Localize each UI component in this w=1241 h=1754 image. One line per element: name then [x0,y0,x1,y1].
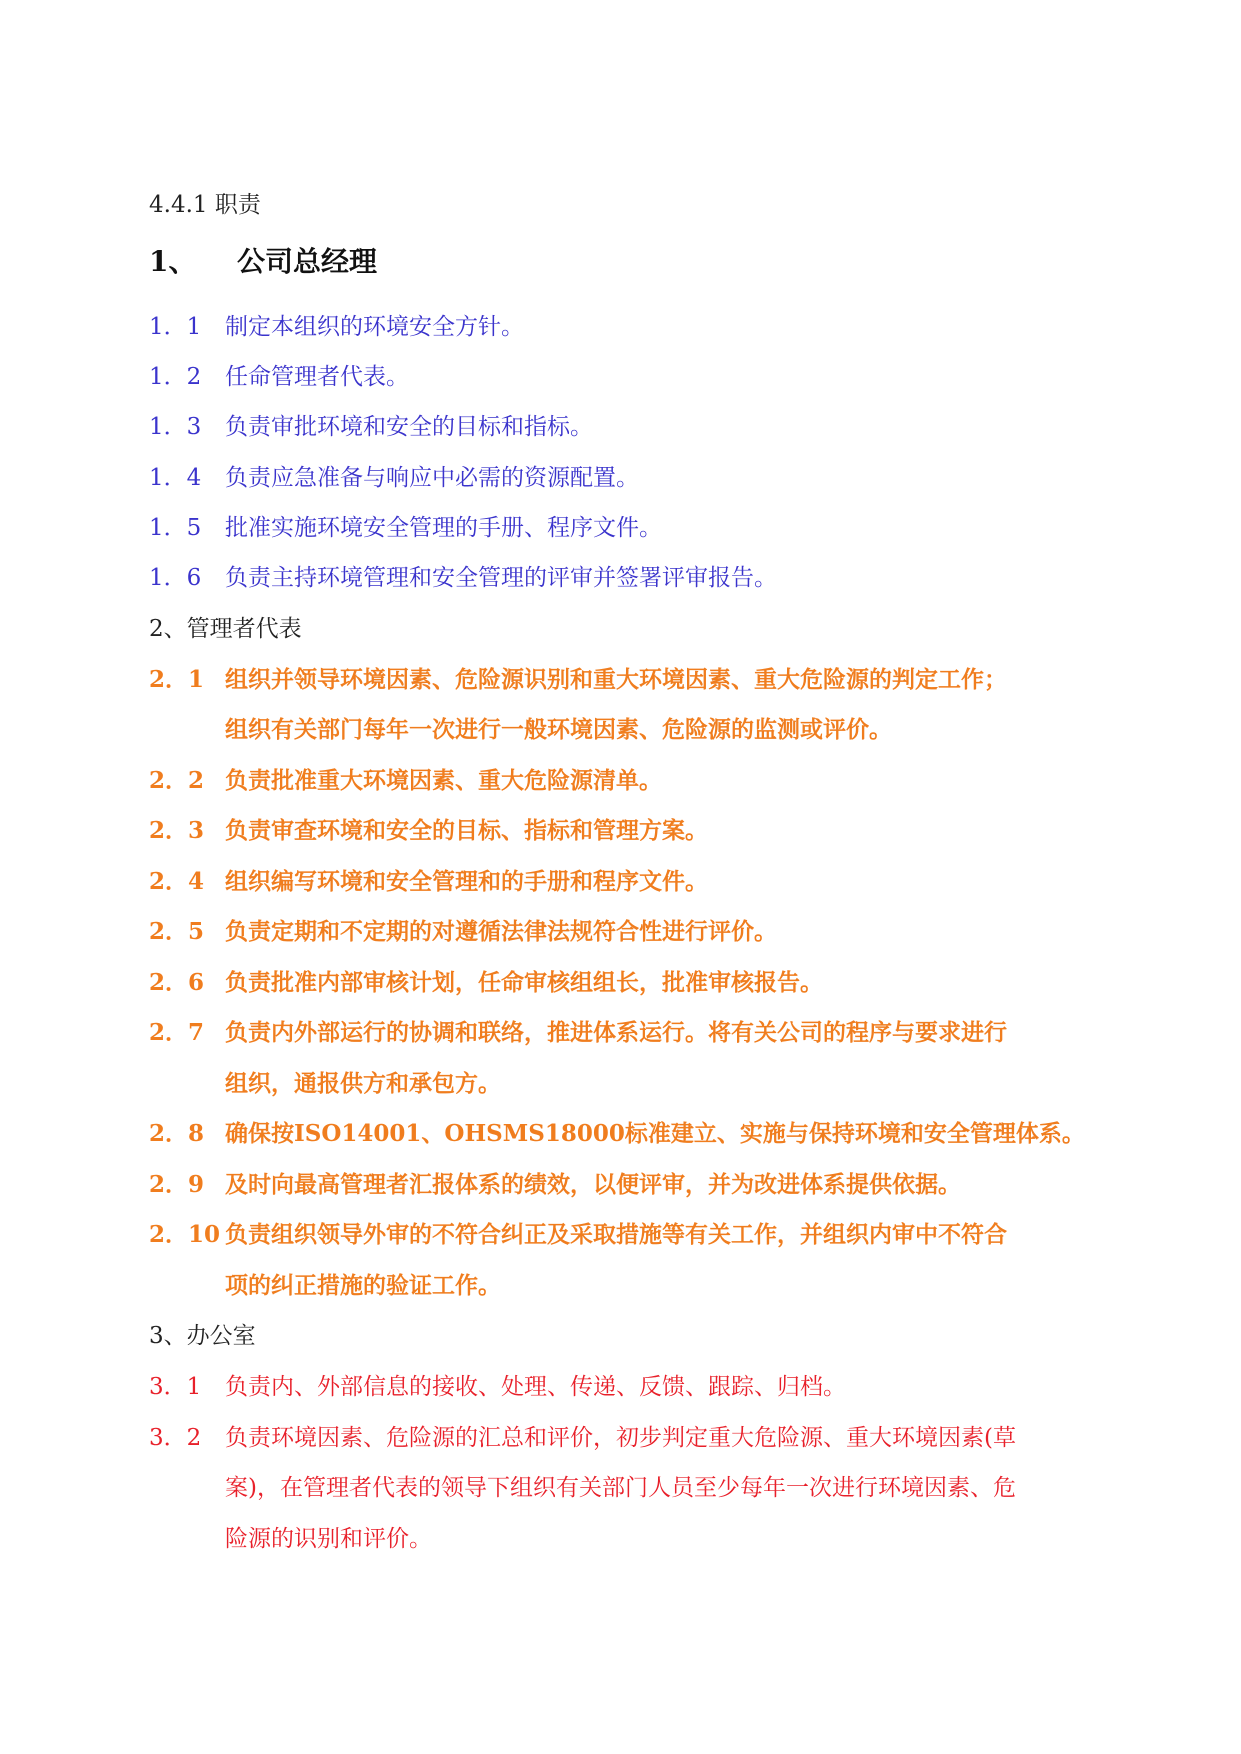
item-number: 2．9 [149,1171,205,1198]
item-continuation: 组织，通报供方和承包方。 [225,1070,501,1097]
item-text: 负责环境因素、危险源的汇总和评价，初步判定重大危险源、重大环境因素(草 [225,1425,1016,1451]
item-continuation: 险源的识别和评价。 [225,1526,432,1552]
list-item [149,1220,1007,1250]
item-text: 负责组织领导外审的不符合纠正及采取措施等有关工作，并组织内审中不符合 [225,1221,1007,1248]
item-number: 1．4 [149,465,202,491]
item-text: 负责内外部运行的协调和联络，推进体系运行。将有关公司的程序与要求进行 [225,1019,1007,1046]
list-item [149,917,777,947]
item-text: 负责审批环境和安全的目标和指标。 [225,414,593,440]
item-text: 及时向最高管理者汇报体系的绩效，以便评审，并为改进体系提供依据。 [225,1171,961,1198]
item-number: 2．7 [149,1019,205,1046]
list-item [149,1018,1007,1048]
list-item [149,1119,1085,1149]
item-text: 组织并领导环境因素、危险源识别和重大环境因素、重大危险源的判定工作； [225,666,1007,693]
item-text: 负责批准重大环境因素、重大危险源清单。 [225,767,662,794]
item-continuation: 组织有关部门每年一次进行一般环境因素、危险源的监测或评价。 [225,716,892,743]
item-text: 负责审查环境和安全的目标、指标和管理方案。 [225,817,708,844]
item-text: 确保按ISO14001、OHSMS18000标准建立、实施与保持环境和安全管理体系。 [225,1120,1085,1147]
heading-number: 1、 [149,245,197,278]
item-continuation: 项的纠正措施的验证工作。 [225,1272,501,1299]
item-number: 2．1 [149,666,205,693]
item-number: 1．5 [149,515,202,541]
heading-text: 公司总经理 [237,245,378,278]
list-item [149,1423,1016,1453]
heading-management-representative: 2、管理者代表 [149,616,302,642]
list-item [149,1372,846,1402]
item-text: 制定本组织的环境安全方针。 [225,314,524,340]
list-item [149,412,593,442]
list-item [149,563,777,593]
heading-general-manager [149,247,377,277]
list-item [149,463,639,493]
item-number: 3．2 [149,1425,202,1451]
item-text: 负责定期和不定期的对遵循法律法规符合性进行评价。 [225,918,777,945]
item-text: 负责批准内部审核计划，任命审核组组长，批准审核报告。 [225,969,823,996]
item-number: 2．4 [149,868,205,895]
item-text: 负责主持环境管理和安全管理的评审并签署评审报告。 [225,565,777,591]
item-number: 2．2 [149,767,205,794]
item-number: 1．6 [149,565,202,591]
item-text: 批准实施环境安全管理的手册、程序文件。 [225,515,662,541]
item-number: 1．1 [149,314,202,340]
item-continuation: 案)，在管理者代表的领导下组织有关部门人员至少每年一次进行环境因素、危 [225,1475,1016,1501]
list-item [149,968,823,998]
list-item [149,513,662,543]
heading-office: 3、办公室 [149,1323,256,1349]
item-number: 1．3 [149,414,202,440]
section-title: 4.4.1 职责 [149,192,261,218]
list-item [149,867,708,897]
list-item [149,766,662,796]
list-item [149,362,409,392]
item-text: 负责内、外部信息的接收、处理、传递、反馈、跟踪、归档。 [225,1374,846,1400]
list-item [149,816,708,846]
list-item [149,1170,961,1200]
item-number: 3．1 [149,1374,202,1400]
item-number: 2．5 [149,918,205,945]
list-item [149,665,1007,695]
item-text: 负责应急准备与响应中必需的资源配置。 [225,465,639,491]
item-number: 1．2 [149,364,202,390]
item-number: 2．10 [149,1221,221,1248]
item-number: 2．8 [149,1120,205,1147]
item-number: 2．3 [149,817,205,844]
item-number: 2．6 [149,969,205,996]
item-text: 组织编写环境和安全管理和的手册和程序文件。 [225,868,708,895]
list-item [149,312,524,342]
item-text: 任命管理者代表。 [225,364,409,390]
